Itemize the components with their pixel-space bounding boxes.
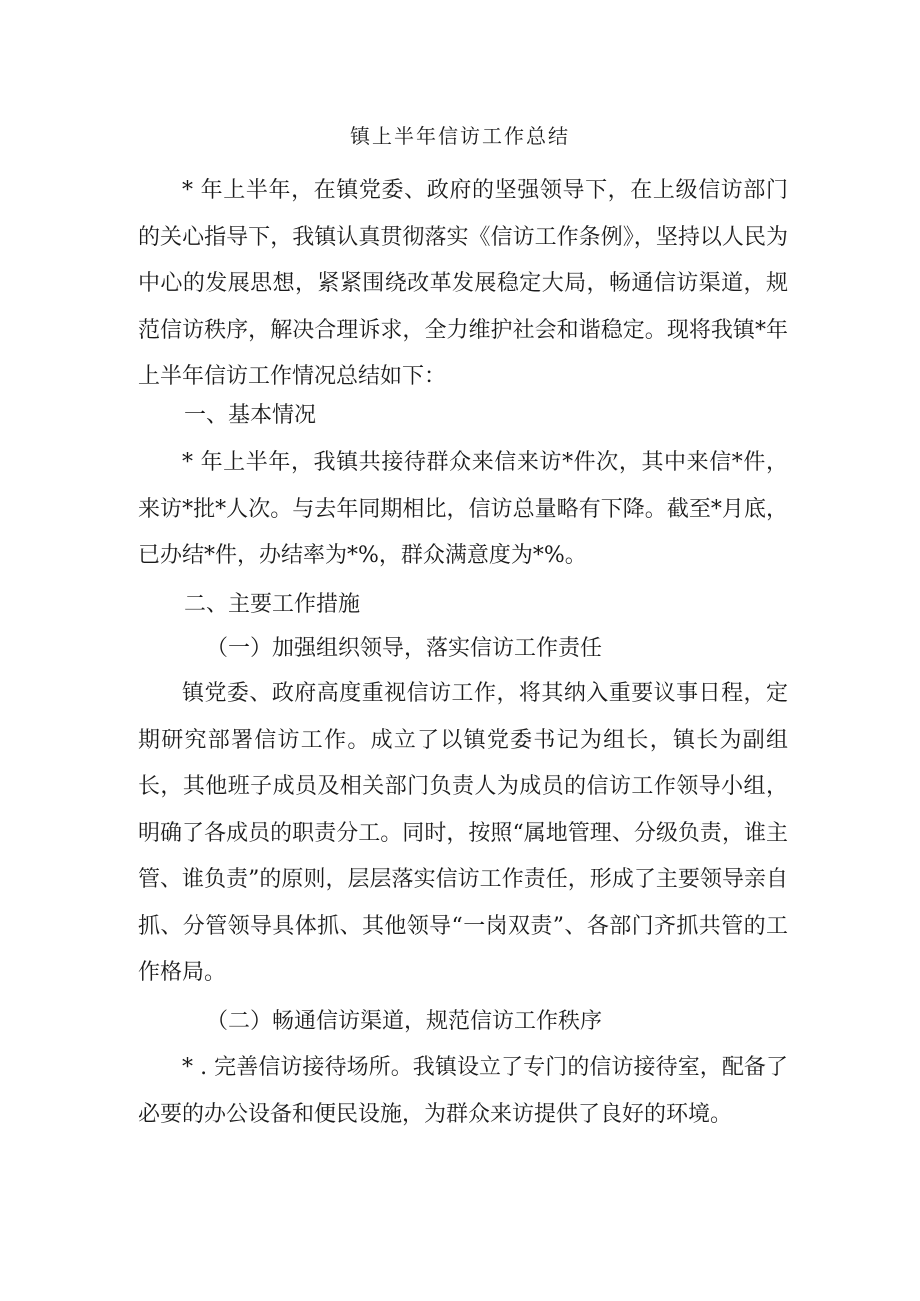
subsection-heading-channels: （二）畅通信访渠道，规范信访工作秩序 (206, 1009, 603, 1034)
document-title: 镇上半年信访工作总结 (350, 124, 570, 148)
section-heading-main-measures: 二、主要工作措施 (184, 592, 361, 617)
subsection-heading-organization: （一）加强组织领导，落实信访工作责任 (206, 636, 603, 661)
organization-paragraph: 镇党委、政府高度重视信访工作，将其纳入重要议事日程，定期研究部署信访工作。成立了以镇党委书记为组长，镇长为副组长，其他班子成员及相关部门负责人为成员的信访工作领导小组，明确了各成员的职责分工。同时，按照“属地管理、分级负责，谁主管、谁负责”的原则，层层落实信访工作责任，形成了主要领导亲自抓、分管领导具体抓、其他领导“一岗双责”、各部门齐抓共管的工作格局。 (138, 681, 788, 985)
intro-paragraph: * 年上半年，在镇党委、政府的坚强领导下，在上级信访部门的关心指导下，我镇认真贯彻落实《信访工作条例》，坚持以人民为中心的发展思想，紧紧围绕改革发展稳定大局，畅通信访渠道，规范信访秩序，解决合理诉求，全力维护社会和谐稳定。现将我镇*年上半年信访工作情况总结如下： (138, 178, 788, 389)
channels-paragraph: * . 完善信访接待场所。我镇设立了专门的信访接待室，配备了必要的办公设备和便民设施，为群众来访提供了良好的环境。 (138, 1055, 788, 1127)
section-heading-basic-situation: 一、基本情况 (184, 403, 317, 428)
basic-situation-paragraph: * 年上半年，我镇共接待群众来信来访*件次，其中来信*件，来访*批*人次。与去年同期相比，信访总量略有下降。截至*月底，已办结*件，办结率为*%，群众满意度为*%。 (138, 450, 788, 568)
